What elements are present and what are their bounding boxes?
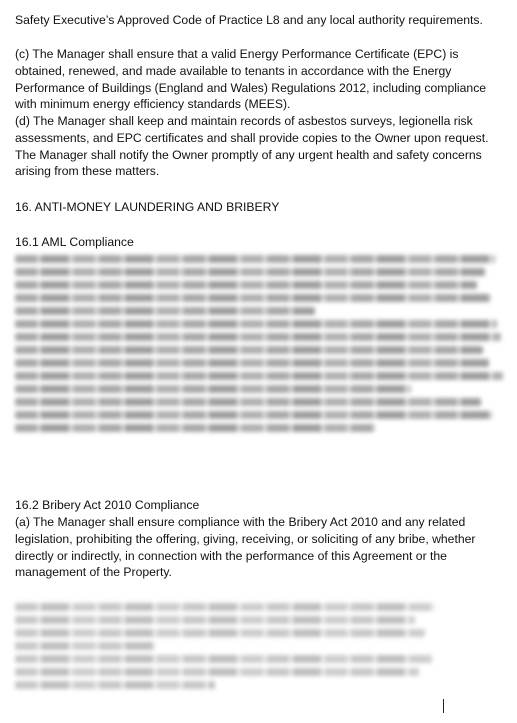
paragraph-epc-item-c: (c) The Manager shall ensure that a valid Energy Performance Certificate (EPC) is obtained, renewed, and made available to tenants in accordance with the Energy Performance of Buildings (England and Wales) Regulations 2012, including compliance with minimum energy efficiency standards (MEES). [15,47,487,112]
paragraph-l8-lead: Safety Executive’s Approved Code of Practice L8 and any local authority requirements. [15,13,483,27]
paragraph-records-item-d: (d) The Manager shall keep and maintain records of asbestos surveys, legionella risk assessments, and EPC certificates and shall provide copies to the Owner upon request. The Manager shall notify the Owner promptly of any urgent health and safety concerns arising from these matters. [15,114,489,179]
blurred-bribery-text [15,599,455,694]
section-16-2-heading: 16.2 Bribery Act 2010 Compliance [15,498,200,512]
section-16-1-heading: 16.1 AML Compliance [15,235,134,249]
paragraph-bribery-item-a: (a) The Manager shall ensure compliance with the Bribery Act 2010 and any related legislation, prohibiting the offering, giving, receiving, or soliciting of any bribe, whether directly or indirectly, in connection with the performance of this Agreement or the management of the Property. [15,515,476,580]
section-16-heading: 16. ANTI-MONEY LAUNDERING AND BRIBERY [15,200,280,214]
blurred-aml-text [15,251,507,437]
text-cursor [443,699,444,713]
